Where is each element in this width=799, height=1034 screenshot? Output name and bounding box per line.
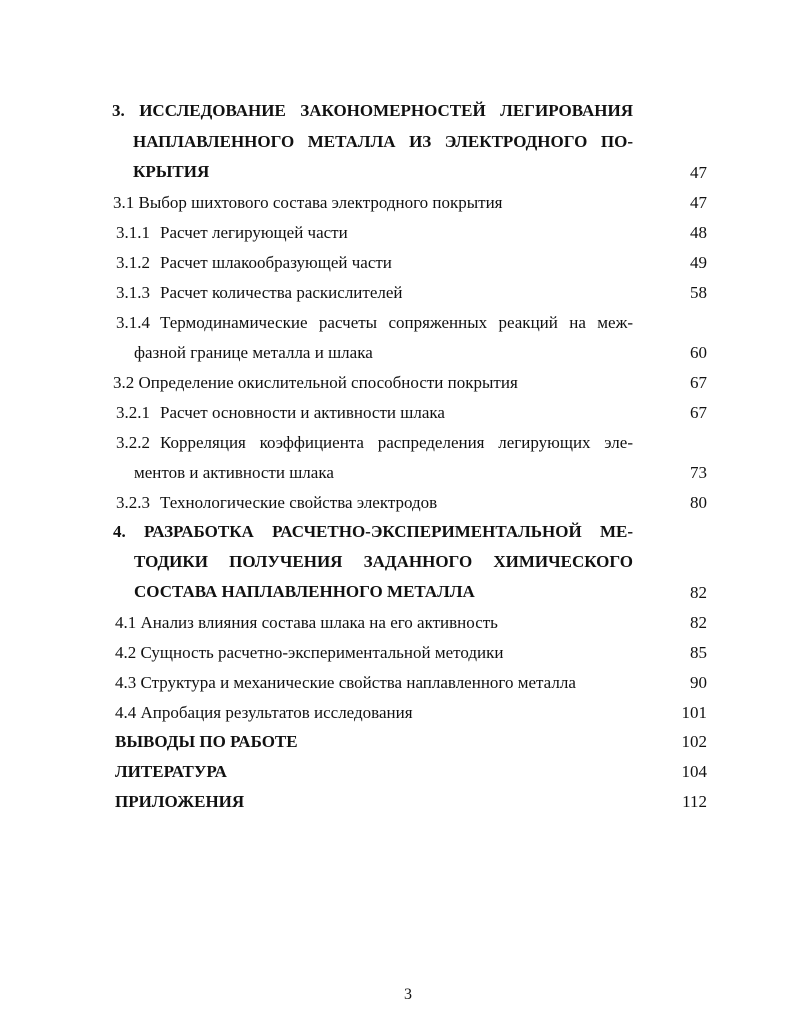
toc-appendices-page: 112 xyxy=(682,792,707,811)
toc-s4-2-page: 85 xyxy=(690,643,707,662)
toc-s3-1-1-page: 48 xyxy=(690,223,707,242)
toc-literature-page: 104 xyxy=(681,762,707,781)
toc-s4-title-line-3: СОСТАВА НАПЛАВЛЕННОГО МЕТАЛЛА xyxy=(134,582,475,601)
toc-s3-2-2-num: 3.2.2 xyxy=(116,433,150,452)
toc-s3-2-3-num: 3.2.3 xyxy=(116,493,150,512)
toc-s3-2-page: 67 xyxy=(690,373,707,392)
toc-s3-title-line-3: КРЫТИЯ xyxy=(133,162,210,181)
toc-s3-1-2-num: 3.1.2 xyxy=(116,253,150,272)
toc-s3-title-line-1: 3. ИССЛЕДОВАНИЕ ЗАКОНОМЕРНОСТЕЙ ЛЕГИРОВАНИЯ xyxy=(112,101,633,120)
toc-s3-page: 47 xyxy=(690,163,707,182)
toc-s3-1-1-label: Расчет легирующей части xyxy=(160,223,348,242)
toc-s4-title-line-1: 4. РАЗРАБОТКА РАСЧЕТНО-ЭКСПЕРИМЕНТАЛЬНОЙ МЕ- xyxy=(113,522,633,541)
toc-s3-2-2-label-line-1: Корреляция коэффициента распределения легирующих эле- xyxy=(160,433,633,452)
toc-s3-2-3-label: Технологические свойства электродов xyxy=(160,493,438,512)
toc-s3-1-4-num: 3.1.4 xyxy=(116,313,150,332)
toc-s3-2-1-label: Расчет основности и активности шлака xyxy=(160,403,445,422)
toc-s3-1-3-page: 58 xyxy=(690,283,707,302)
toc-s3-2-label: 3.2 Определение окислительной способности покрытия xyxy=(113,373,518,392)
toc-s3-1-4-label-line-1: Термодинамические расчеты сопряженных реакций на меж- xyxy=(160,313,633,332)
toc-s4-1-page: 82 xyxy=(690,613,707,632)
toc-conclusions-label: ВЫВОДЫ ПО РАБОТЕ xyxy=(115,732,298,751)
page-number: 3 xyxy=(404,986,412,1003)
toc-s3-1-4-page: 60 xyxy=(690,343,707,362)
toc-s4-1-label: 4.1 Анализ влияния состава шлака на его активность xyxy=(115,613,498,632)
toc-appendices-label: ПРИЛОЖЕНИЯ xyxy=(115,792,245,811)
toc-s3-2-2-page: 73 xyxy=(690,463,707,482)
toc-s4-title-line-2: ТОДИКИ ПОЛУЧЕНИЯ ЗАДАННОГО ХИМИЧЕСКОГО xyxy=(134,552,633,571)
toc-s3-1-4-label-line-2: фазной границе металла и шлака xyxy=(134,343,373,362)
toc-s4-3-label: 4.3 Структура и механические свойства наплавленного металла xyxy=(115,673,576,692)
toc-s3-2-2-label-line-2: ментов и активности шлака xyxy=(134,463,334,482)
toc-s3-title-line-2: НАПЛАВЛЕННОГО МЕТАЛЛА ИЗ ЭЛЕКТРОДНОГО ПО- xyxy=(133,132,633,151)
toc-s4-4-page: 101 xyxy=(681,703,707,722)
toc-s3-1-3-num: 3.1.3 xyxy=(116,283,150,302)
toc-s3-1-2-label: Расчет шлакообразующей части xyxy=(160,253,392,272)
toc-s3-1-1-num: 3.1.1 xyxy=(116,223,150,242)
toc-s3-1-label: 3.1 Выбор шихтового состава электродного покрытия xyxy=(113,193,503,212)
toc-s3-2-1-num: 3.2.1 xyxy=(116,403,150,422)
toc-conclusions-page: 102 xyxy=(681,732,707,751)
toc-s3-1-3-label: Расчет количества раскислителей xyxy=(160,283,403,302)
toc-s4-2-label: 4.2 Сущность расчетно-экспериментальной методики xyxy=(115,643,504,662)
toc-s3-2-3-page: 80 xyxy=(690,493,707,512)
toc-s3-1-2-page: 49 xyxy=(690,253,707,272)
toc-s3-2-1-page: 67 xyxy=(690,403,707,422)
toc-s4-4-label: 4.4 Апробация результатов исследования xyxy=(115,703,413,722)
toc-literature-label: ЛИТЕРАТУРА xyxy=(115,762,227,781)
toc-s4-page: 82 xyxy=(690,583,707,602)
toc-s3-1-page: 47 xyxy=(690,193,707,212)
toc-s4-3-page: 90 xyxy=(690,673,707,692)
